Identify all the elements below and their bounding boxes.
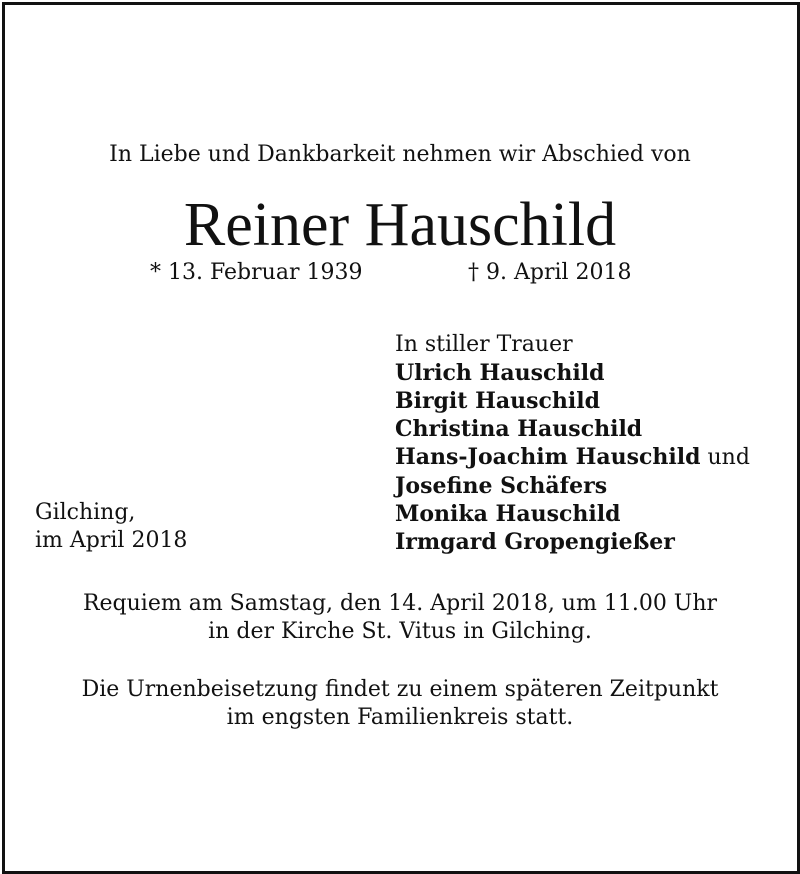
mourners-heading: In stiller Trauer (395, 332, 573, 357)
requiem-location-line: in der Kirche St. Vitus in Gilching. (208, 619, 592, 644)
date-line: im April 2018 (35, 528, 188, 553)
mourner-name: Irmgard Gropengießer (395, 529, 675, 555)
mourner-name: Ulrich Hauschild (395, 360, 605, 386)
mourner-name: Christina Hauschild (395, 416, 643, 442)
mourner-line-with-conjunction (395, 443, 750, 472)
requiem-notice (0, 590, 800, 646)
mourner-conjunction: und (700, 445, 750, 470)
requiem-line: Requiem am Samstag, den 14. April 2018, um 11.00 Uhr (82, 591, 718, 616)
intro-text: In Liebe und Dankbarkeit nehmen wir Abschied von (109, 142, 691, 167)
place-line: Gilching, (35, 500, 136, 525)
mourner-name: Hans-Joachim Hauschild (395, 444, 701, 470)
mourners-list (395, 331, 750, 556)
birth-date: * 13. Februar 1939 (150, 260, 363, 285)
urn-line: Die Urnenbeisetzung findet zu einem späteren Zeitpunkt (81, 677, 719, 702)
deceased-name: Reiner Hauschild (183, 191, 617, 259)
place-and-date (35, 499, 187, 555)
urn-burial-notice (0, 676, 800, 732)
urn-detail-line: im engsten Familienkreis statt. (226, 705, 574, 730)
mourner-name: Josefine Schäfers (395, 473, 608, 499)
death-date: † 9. April 2018 (468, 260, 632, 285)
mourner-name: Birgit Hauschild (395, 388, 601, 414)
mourner-name: Monika Hauschild (395, 501, 621, 527)
